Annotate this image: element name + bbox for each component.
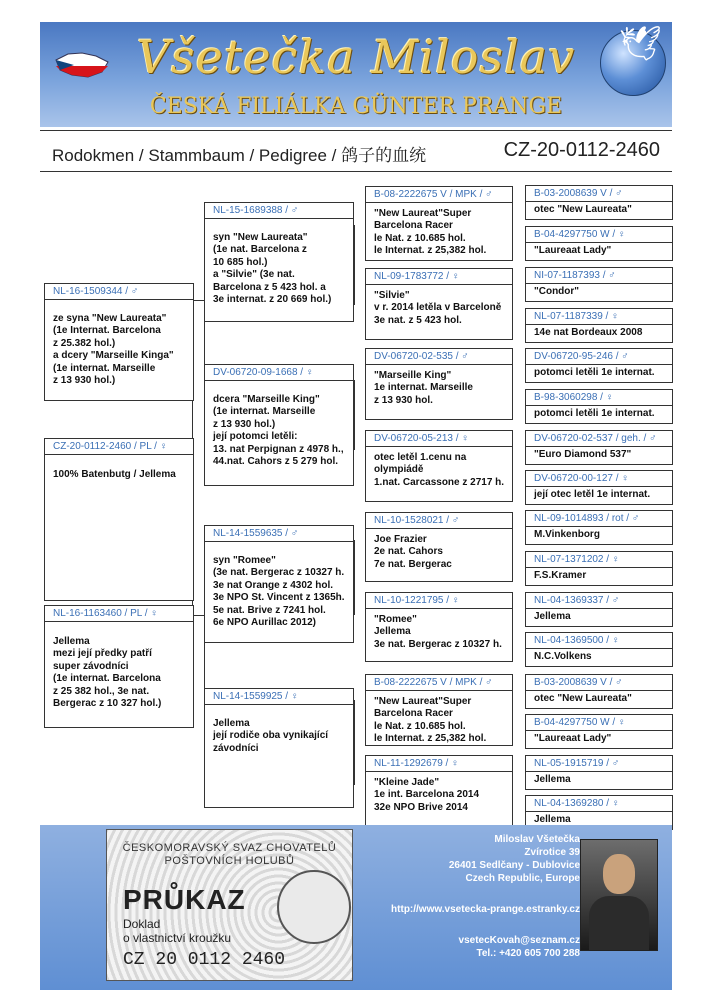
pigeon-info: otec "New Laureata"	[534, 693, 632, 704]
pigeon-id: DV-06720-05-213 / ♀	[366, 431, 512, 447]
pigeon-info: "Laureaat Lady"	[534, 245, 612, 256]
pigeon-info: potomci letěli 1e internat.	[534, 408, 655, 419]
pigeon-id: B-98-3060298 / ♀	[526, 390, 672, 406]
great-grandparent-card	[365, 348, 513, 420]
ancestor-card	[525, 185, 673, 220]
pigeon-info: otec "New Laureata"	[534, 204, 632, 215]
pigeon-id: B-08-2222675 V / MPK / ♂	[366, 675, 512, 691]
pigeon-info: "Marseille King" 1e internat. Marseille z 13 930 hol.	[374, 370, 473, 406]
card-desc-line2: o vlastnictví kroužku	[123, 931, 232, 945]
header-banner	[40, 22, 672, 127]
card-title: PRŮKAZ	[123, 884, 246, 915]
ancestor-card	[525, 674, 673, 709]
ancestor-card	[525, 755, 673, 790]
pigeon-info: "Condor"	[534, 286, 580, 297]
pigeon-id: NL-07-1371202 / ♀	[526, 552, 672, 568]
sire-card	[44, 283, 194, 401]
pigeon-info: Jellema	[534, 611, 571, 622]
ancestor-card	[525, 267, 673, 302]
pigeon-info: "Laureaat Lady"	[534, 733, 612, 744]
ancestor-card	[525, 470, 673, 505]
dove-icon: 🕊	[618, 25, 662, 63]
sire-dam-card	[204, 364, 354, 486]
ancestor-card	[525, 226, 673, 261]
card-issuer-line1: ČESKOMORAVSKÝ SVAZ CHOVATELŮ	[122, 842, 337, 854]
great-grandparent-card	[365, 512, 513, 582]
dam-sire-id: NL-14-1559635 / ♂	[205, 526, 353, 542]
ancestor-card	[525, 632, 673, 667]
pigeon-id: NL-05-1915719 / ♂	[526, 756, 672, 772]
ring-number: CZ-20-0112-2460	[503, 139, 660, 161]
pigeon-info: M.Vinkenborg	[534, 529, 600, 540]
pigeon-info: Jellema	[534, 774, 571, 785]
great-grandparent-card	[365, 430, 513, 502]
sire-sire-id: NL-15-1689388 / ♂	[205, 203, 353, 219]
pigeon-info: 14e nat Bordeaux 2008	[534, 327, 643, 338]
seal-icon	[277, 870, 351, 944]
sire-id: NL-16-1509344 / ♂	[45, 284, 193, 300]
pigeon-id: NL-04-1369337 / ♂	[526, 593, 672, 609]
great-grandparent-card	[365, 186, 513, 261]
pigeon-info: potomci letěli 1e internat.	[534, 367, 655, 378]
owner-photo	[580, 839, 658, 951]
pigeon-info: "New Laureat"Super Barcelona Racer le Nat. z 10.685 hol. le Internat. z 25,382 hol.	[374, 696, 487, 745]
ancestor-card	[525, 592, 673, 627]
ancestor-card	[525, 510, 673, 545]
great-grandparent-card	[365, 268, 513, 340]
contact-street: Zvírotice 39	[524, 847, 580, 858]
great-grandparent-card	[365, 674, 513, 746]
ancestor-card	[525, 551, 673, 586]
pigeon-id: NL-10-1221795 / ♀	[366, 593, 512, 609]
sire-info: ze syna "New Laureata" (1e Internat. Barcelona z 25.382 hol.) a dcery "Marseille Kinga" (1e internat. Marseille z 13 930 hol.)	[53, 313, 174, 387]
great-grandparent-card	[365, 755, 513, 827]
subject-pigeon-card	[44, 438, 194, 601]
ancestor-card	[525, 430, 673, 465]
dam-dam-info: Jellema její rodiče oba vynikající závodníci	[213, 718, 329, 754]
pedigree-titlebar	[40, 130, 672, 172]
card-ring-number: CZ 20 0112 2460	[123, 950, 286, 970]
card-desc-line1: Doklad	[123, 917, 161, 931]
dam-dam-id: NL-14-1559925 / ♀	[205, 689, 353, 705]
connector-line	[354, 380, 355, 450]
pigeon-id: NL-10-1528021 / ♂	[366, 513, 512, 529]
pigeon-info: "New Laureat"Super Barcelona Racer le Nat. z 10.685 hol. le Internat. z 25,382 hol.	[374, 208, 487, 257]
card-issuer-line2: POŠTOVNÍCH HOLUBŮ	[164, 855, 295, 867]
owner-face	[603, 854, 635, 894]
pigeon-info: otec letěl 1.cenu na olympiádě 1.nat. Carcassone z 2717 h.	[374, 452, 505, 488]
pigeon-info: "Romee" Jellema 3e nat. Bergerac z 10327 h.	[374, 614, 502, 650]
sire-sire-info: syn "New Laureata" (1e nat. Barcelona z 10 685 hol.) a "Silvie" (3e nat. Barcelona z 5 423 hol. a 3e internat. z 20 669 hol.)	[213, 232, 332, 306]
great-grandparent-card	[365, 592, 513, 662]
connector-line	[354, 540, 355, 615]
dam-dam-card	[204, 688, 354, 808]
subject-pigeon-info: 100% Batenbutg / Jellema	[53, 469, 176, 480]
pigeon-id: B-04-4297750 W / ♀	[526, 227, 672, 243]
page-title: Všetečka Miloslav	[136, 30, 576, 84]
ancestor-card	[525, 389, 673, 424]
pigeon-id: DV-06720-02-537 / geh. / ♂	[526, 431, 672, 447]
footer-banner	[40, 825, 672, 990]
pigeon-info: N.C.Volkens	[534, 651, 592, 662]
dam-sire-info: syn "Romee" (3e nat. Bergerac z 10327 h. 3e nat Orange z 4302 hol. 3e NPO St. Vincent z 1365h. 5e nat. Brive z 7241 hol. 6e NPO Aurillac 2012)	[213, 555, 345, 629]
pigeon-info: F.S.Kramer	[534, 570, 587, 581]
dam-info: Jellema mezi její předky patří super závodníci (1e internat. Barcelona z 25 382 hol., 3e nat. Bergerac z 10 327 hol.)	[53, 636, 162, 710]
pigeon-id: B-03-2008639 V / ♂	[526, 675, 672, 691]
page-subtitle: ČESKÁ FILIÁLKA GÜNTER PRANGE	[149, 94, 563, 119]
sire-sire-card	[204, 202, 354, 322]
connector-line	[354, 700, 355, 785]
dam-card	[44, 605, 194, 728]
pedigree-title: Rodokmen / Stammbaum / Pedigree / 鸽子的血统	[52, 146, 427, 165]
ancestor-card	[525, 308, 673, 343]
contact-block	[380, 833, 580, 960]
pigeon-info: "Silvie" v r. 2014 letěla v Barceloně 3e nat. z 5 423 hol.	[374, 290, 502, 326]
pigeon-id: B-04-4297750 W / ♀	[526, 715, 672, 731]
pigeon-info: "Euro Diamond 537"	[534, 449, 632, 460]
contact-city: 26401 Sedlčany - Dublovice	[448, 860, 580, 871]
contact-phone: Tel.: +420 605 700 288	[476, 948, 580, 959]
pigeon-id: DV-06720-02-535 / ♂	[366, 349, 512, 365]
pigeon-id: B-08-2222675 V / MPK / ♂	[366, 187, 512, 203]
contact-name: Miloslav Všetečka	[494, 834, 580, 845]
pigeon-id: B-03-2008639 V / ♂	[526, 186, 672, 202]
pigeon-id: NL-09-1014893 / rot / ♂	[526, 511, 672, 527]
pigeon-id: NI-07-1187393 / ♂	[526, 268, 672, 284]
contact-email[interactable]: vsetecKovah@seznam.cz	[458, 935, 580, 946]
dam-id: NL-16-1163460 / PL / ♀	[45, 606, 193, 622]
owner-body	[589, 896, 649, 950]
pigeon-info: "Kleine Jade" 1e int. Barcelona 2014 32e NPO Brive 2014	[374, 777, 480, 813]
pigeon-id: DV-06720-00-127 / ♀	[526, 471, 672, 487]
sire-dam-id: DV-06720-09-1668 / ♀	[205, 365, 353, 381]
sire-dam-info: dcera "Marseille King" (1e internat. Marseille z 13 930 hol.) její potomci letěli: 13. nat Perpignan z 4978 h., 44.nat. Cahors z 5 279 hol.	[213, 394, 344, 468]
pigeon-id: NL-07-1187339 / ♀	[526, 309, 672, 325]
ancestor-card	[525, 714, 673, 749]
pigeon-info: Jellema	[534, 814, 571, 825]
pigeon-id: NL-09-1783772 / ♀	[366, 269, 512, 285]
dam-sire-card	[204, 525, 354, 643]
pigeon-id: NL-04-1369500 / ♀	[526, 633, 672, 649]
contact-country: Czech Republic, Europe	[465, 873, 580, 884]
subject-pigeon-id: CZ-20-0112-2460 / PL / ♀	[45, 439, 193, 455]
pigeon-info: Joe Frazier 2e nat. Cahors 7e nat. Bergerac	[374, 534, 452, 570]
pigeon-id: NL-04-1369280 / ♀	[526, 796, 672, 812]
ring-card	[106, 829, 353, 981]
pigeon-id: DV-06720-95-246 / ♂	[526, 349, 672, 365]
ancestor-card	[525, 348, 673, 383]
connector-line	[354, 225, 355, 305]
pigeon-info: její otec letěl 1e internat.	[534, 489, 651, 500]
contact-website[interactable]: http://www.vsetecka-prange.estranky.cz	[391, 904, 580, 915]
pigeon-id: NL-11-1292679 / ♀	[366, 756, 512, 772]
